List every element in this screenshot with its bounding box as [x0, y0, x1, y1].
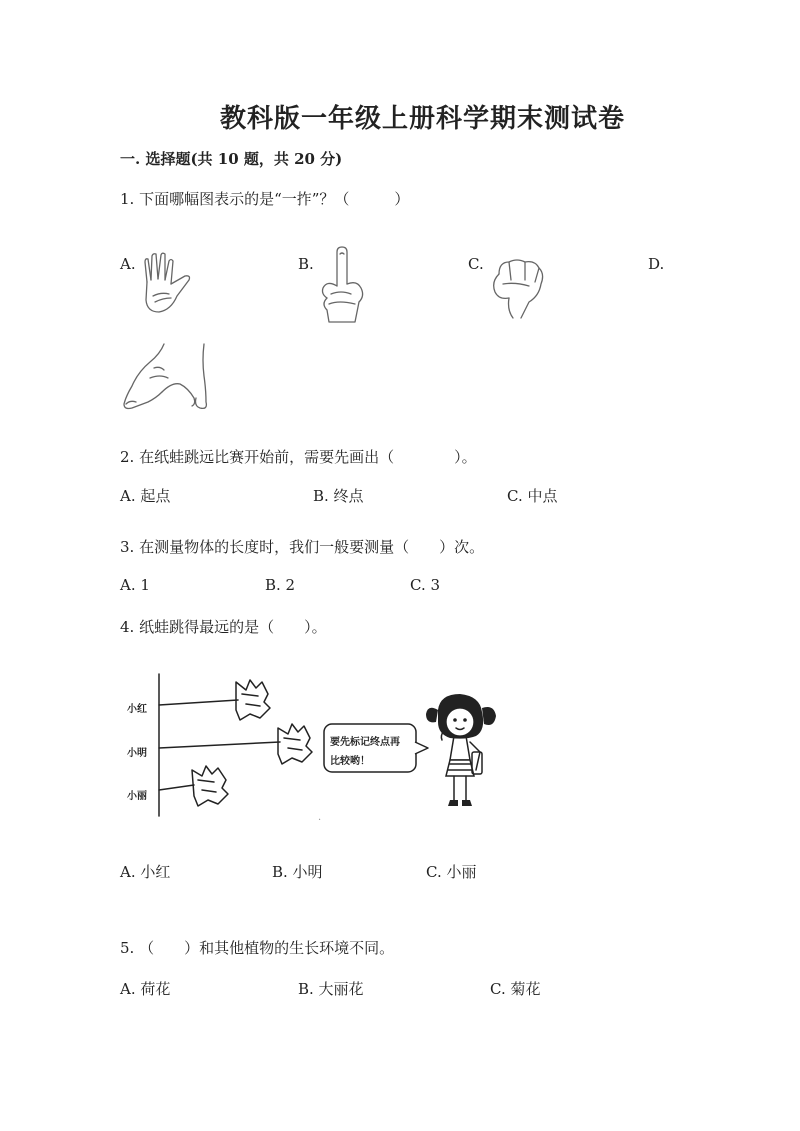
q1-option-d[interactable]: D. — [648, 255, 665, 273]
figure-dot: · — [318, 815, 322, 826]
q3-option-c[interactable]: C. 3 — [410, 576, 441, 594]
question-1-text: 1. 下面哪幅图表示的是“一拃”？（ ） — [120, 190, 410, 208]
speech-line-1: 要先标记终点再 — [330, 737, 400, 748]
q2-option-c[interactable]: C. 中点 — [507, 487, 558, 505]
frog-jump-lines — [150, 670, 320, 820]
section-heading: 一. 选择题(共 10 题，共 20 分) — [120, 150, 343, 168]
speech-line-2: 比较哟！ — [330, 756, 370, 767]
frog-label-xiaoli: 小丽 — [127, 791, 147, 802]
girl-figure-icon — [420, 690, 500, 820]
q5-option-c[interactable]: C. 菊花 — [490, 980, 541, 998]
paper-frog-xiaohong — [236, 680, 270, 720]
question-5-text: 5. （ ）和其他植物的生长环境不同。 — [120, 939, 395, 957]
paper-frog-xiaoli — [192, 766, 228, 806]
q5-option-b[interactable]: B. 大丽花 — [298, 980, 364, 998]
question-4-text: 4. 纸蛙跳得最远的是（ ）。 — [120, 618, 327, 636]
q5-option-a[interactable]: A. 荷花 — [120, 980, 171, 998]
q1-option-c[interactable]: C. — [468, 255, 484, 273]
frog-label-xiaoming: 小明 — [127, 748, 147, 759]
frog-label-xiaohong: 小红 — [127, 704, 147, 715]
q2-option-b[interactable]: B. 终点 — [313, 487, 364, 505]
fist-icon — [485, 252, 555, 324]
open-hand-icon — [135, 252, 205, 322]
question-2-text: 2. 在纸蛙跳远比赛开始前，需要先画出（ ）。 — [120, 448, 477, 466]
q1-option-a[interactable]: A. — [120, 255, 136, 273]
q1-option-b[interactable]: B. — [298, 255, 314, 273]
pointing-finger-icon — [315, 246, 375, 326]
q4-option-c[interactable]: C. 小丽 — [426, 863, 477, 881]
hand-span-icon — [120, 342, 220, 414]
q4-option-a[interactable]: A. 小红 — [120, 863, 171, 881]
q2-option-a[interactable]: A. 起点 — [120, 487, 171, 505]
q3-option-a[interactable]: A. 1 — [120, 576, 150, 594]
q4-option-b[interactable]: B. 小明 — [272, 863, 323, 881]
question-3-text: 3. 在测量物体的长度时，我们一般要测量（ ）次。 — [120, 538, 485, 556]
paper-frog-xiaoming — [278, 724, 312, 764]
q3-option-b[interactable]: B. 2 — [265, 576, 296, 594]
page-title: 教科版一年级上册科学期末测试卷 — [220, 104, 626, 134]
